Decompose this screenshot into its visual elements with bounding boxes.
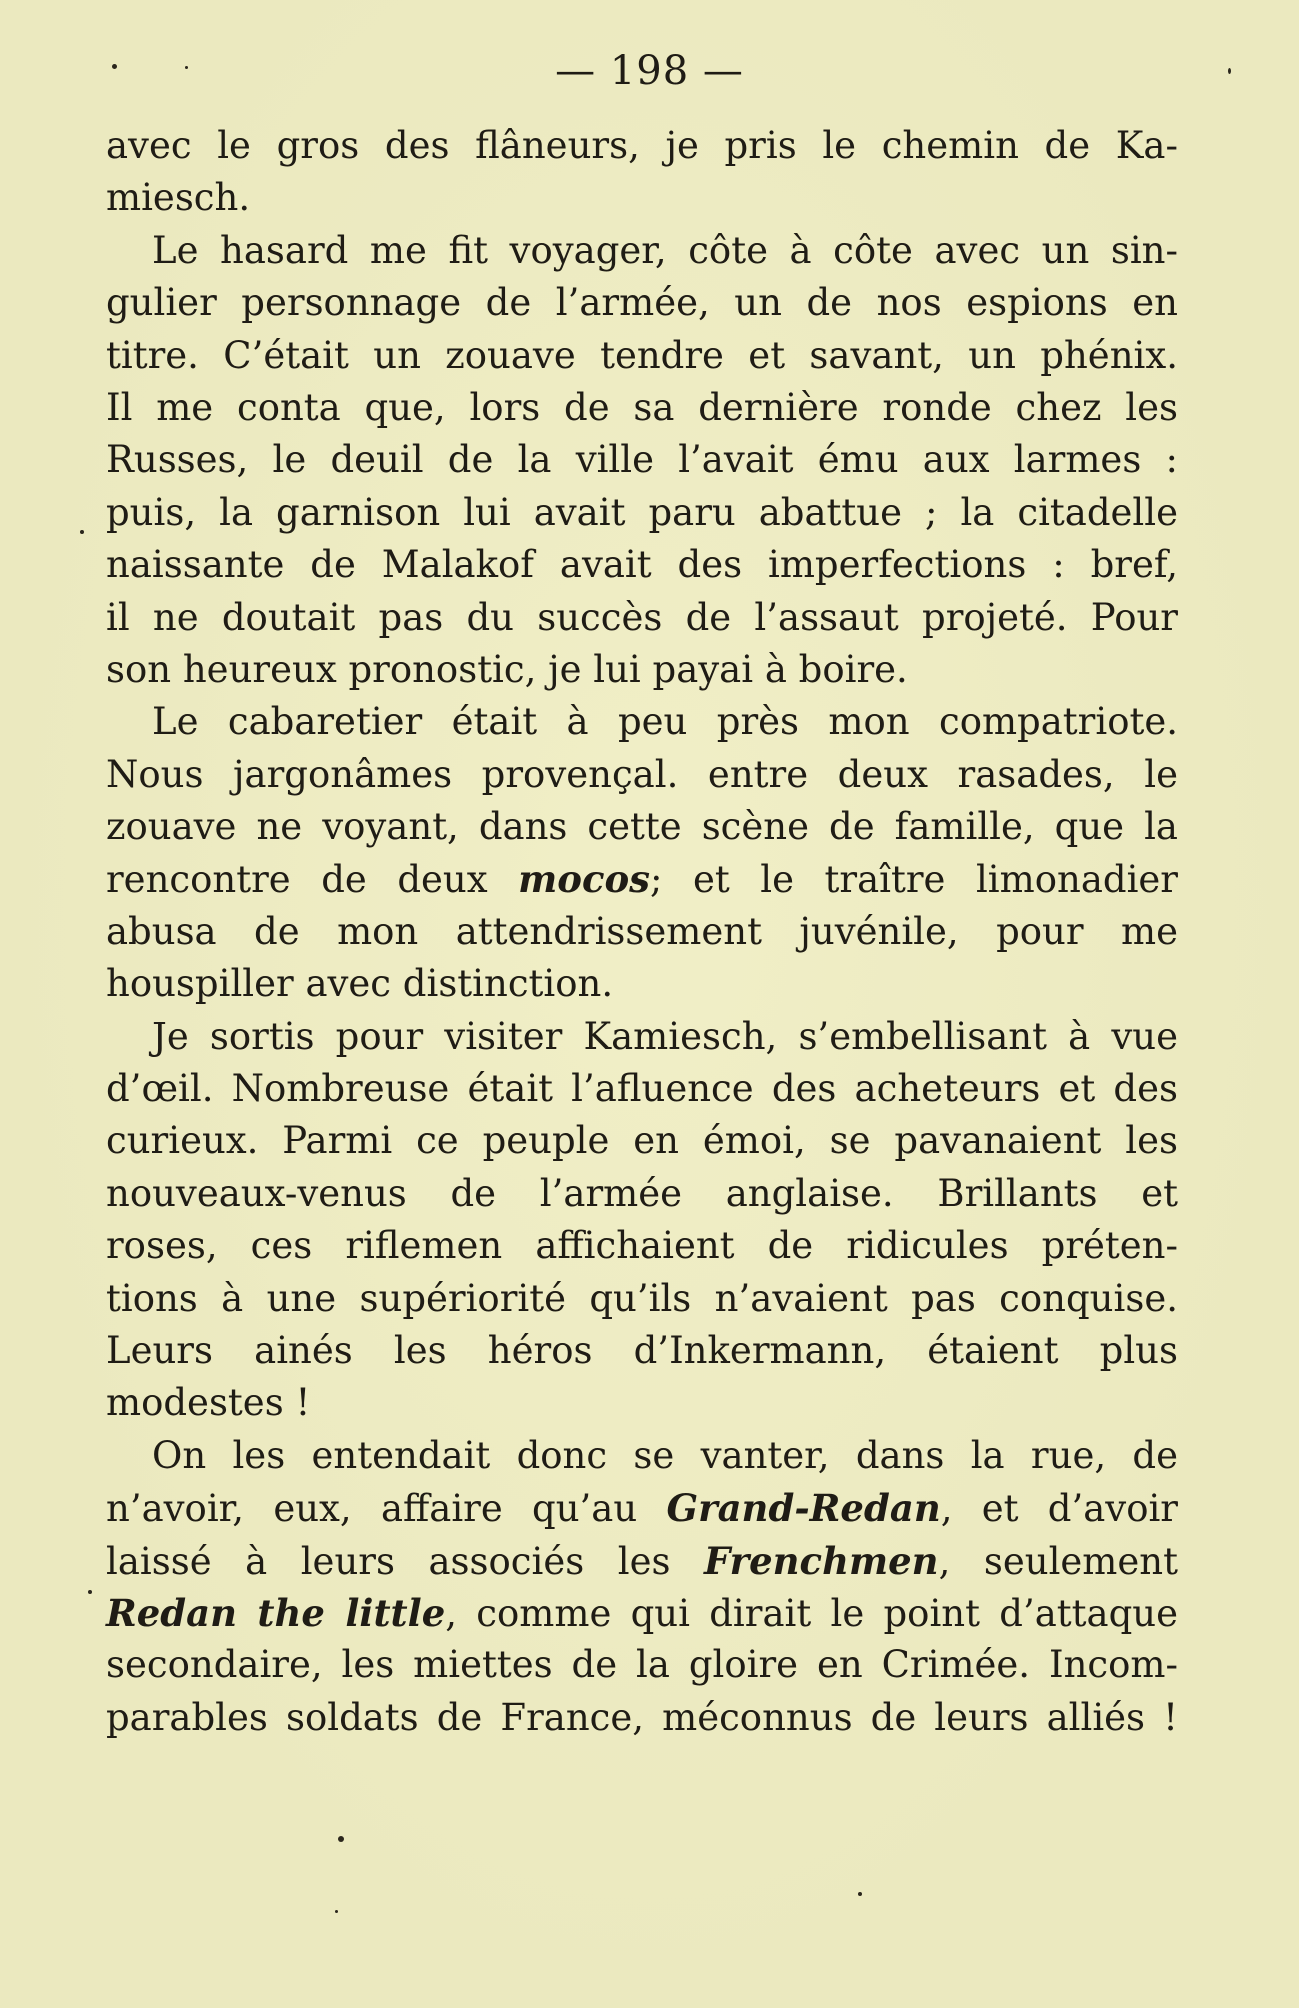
- text-segment: zouave ne voyant, dans cette scène de famille, que la: [106, 805, 1178, 849]
- text-line: [106, 382, 1178, 434]
- italic-text: mocos: [518, 857, 651, 902]
- text-segment: n’avoir, eux, affaire qu’au: [106, 1487, 667, 1531]
- body-text: [106, 120, 1178, 1744]
- text-line: [106, 1273, 1178, 1325]
- text-line: [106, 853, 1178, 905]
- text-segment: Le cabaretier était à peu près mon compatriote.: [152, 700, 1178, 744]
- text-segment: puis, la garnison lui avait paru abattue ; la citadelle: [106, 490, 1178, 534]
- text-line: [106, 1482, 1178, 1534]
- text-segment: roses, ces riflemen affichaient de ridicules préten-: [106, 1224, 1178, 1268]
- text-segment: Russes, le deuil de la ville l’avait ému aux larmes :: [106, 438, 1178, 482]
- text-line: [106, 592, 1178, 644]
- text-segment: Je sortis pour visiter Kamiesch, s’embellisant à vue: [152, 1014, 1178, 1058]
- text-line: [106, 1063, 1178, 1115]
- print-speck: [80, 530, 84, 534]
- text-line: [106, 225, 1178, 277]
- text-line: [106, 1115, 1178, 1167]
- text-segment: tions à une supériorité qu’ils n’avaient pas conquise.: [106, 1276, 1178, 1320]
- text-segment: laissé à leurs associés les: [106, 1539, 704, 1583]
- text-segment: abusa de mon attendrissement juvénile, pour me: [106, 909, 1178, 953]
- text-segment: rencontre de deux: [106, 858, 519, 902]
- text-line: [106, 539, 1178, 591]
- text-line: [106, 1011, 1178, 1063]
- print-speck: [88, 1590, 92, 1594]
- print-speck: [335, 1910, 338, 1913]
- text-line: [106, 1692, 1178, 1744]
- print-speck: [338, 1836, 344, 1842]
- text-segment: , seulement: [938, 1539, 1178, 1583]
- italic-text: Grand-Redan: [666, 1486, 941, 1531]
- italic-text: Frenchmen: [704, 1538, 939, 1583]
- text-line: [106, 801, 1178, 853]
- page-number: — 198 —: [555, 48, 744, 94]
- text-segment: ; et le traître limonadier: [650, 858, 1178, 902]
- text-segment: avec le gros des flâneurs, je pris le chemin de Ka-: [106, 124, 1178, 167]
- text-line: [106, 120, 1178, 172]
- italic-text: Redan the little: [106, 1590, 446, 1635]
- print-speck: [185, 66, 188, 69]
- text-line: [106, 1535, 1178, 1587]
- text-line: [106, 906, 1178, 958]
- print-speck: [1228, 68, 1231, 74]
- text-segment: miesch.: [106, 176, 251, 220]
- text-segment: titre. C’était un zouave tendre et savant, un phénix.: [106, 333, 1178, 377]
- text-segment: gulier personnage de l’armée, un de nos espions en: [106, 281, 1178, 325]
- text-segment: Le hasard me fit voyager, côte à côte avec un sin-: [152, 228, 1178, 272]
- text-line: [106, 1168, 1178, 1220]
- text-segment: , et d’avoir: [940, 1487, 1178, 1531]
- text-line: [106, 644, 1178, 696]
- text-line: [106, 434, 1178, 486]
- text-line: [106, 330, 1178, 382]
- text-segment: On les entendait donc se vanter, dans la rue, de: [152, 1433, 1178, 1477]
- text-segment: Nous jargonâmes provençal. entre deux rasades, le: [106, 752, 1178, 796]
- text-segment: houspiller avec distinction.: [106, 962, 614, 1006]
- text-line: [106, 1377, 1178, 1429]
- text-segment: modestes !: [106, 1381, 311, 1425]
- text-segment: secondaire, les miettes de la gloire en Crimée. Incom-: [106, 1643, 1178, 1687]
- text-segment: Il me conta que, lors de sa dernière ronde chez les: [106, 385, 1178, 429]
- text-line: [106, 487, 1178, 539]
- text-segment: nouveaux-venus de l’armée anglaise. Brillants et: [106, 1171, 1178, 1215]
- print-speck: [858, 1892, 862, 1896]
- text-segment: son heureux pronostic, je lui payai à boire.: [106, 647, 908, 691]
- text-segment: Leurs ainés les héros d’Inkermann, étaient plus: [106, 1328, 1178, 1372]
- text-line: [106, 1587, 1178, 1639]
- text-line: [106, 958, 1178, 1010]
- text-line: [106, 172, 1178, 224]
- text-line: [106, 696, 1178, 748]
- text-line: [106, 1430, 1178, 1482]
- text-line: [106, 1639, 1178, 1691]
- text-segment: naissante de Malakof avait des imperfections : bref,: [106, 543, 1178, 587]
- text-line: [106, 1220, 1178, 1272]
- text-segment: parables soldats de France, méconnus de leurs alliés !: [106, 1695, 1178, 1739]
- text-line: [106, 749, 1178, 801]
- text-segment: curieux. Parmi ce peuple en émoi, se pavanaient les: [106, 1119, 1178, 1163]
- text-segment: , comme qui dirait le point d’attaque: [445, 1591, 1178, 1635]
- text-segment: il ne doutait pas du succès de l’assaut projeté. Pour: [106, 595, 1178, 639]
- text-line: [106, 277, 1178, 329]
- text-line: [106, 1325, 1178, 1377]
- print-speck: [112, 64, 117, 69]
- text-segment: d’œil. Nombreuse était l’afluence des acheteurs et des: [106, 1067, 1178, 1111]
